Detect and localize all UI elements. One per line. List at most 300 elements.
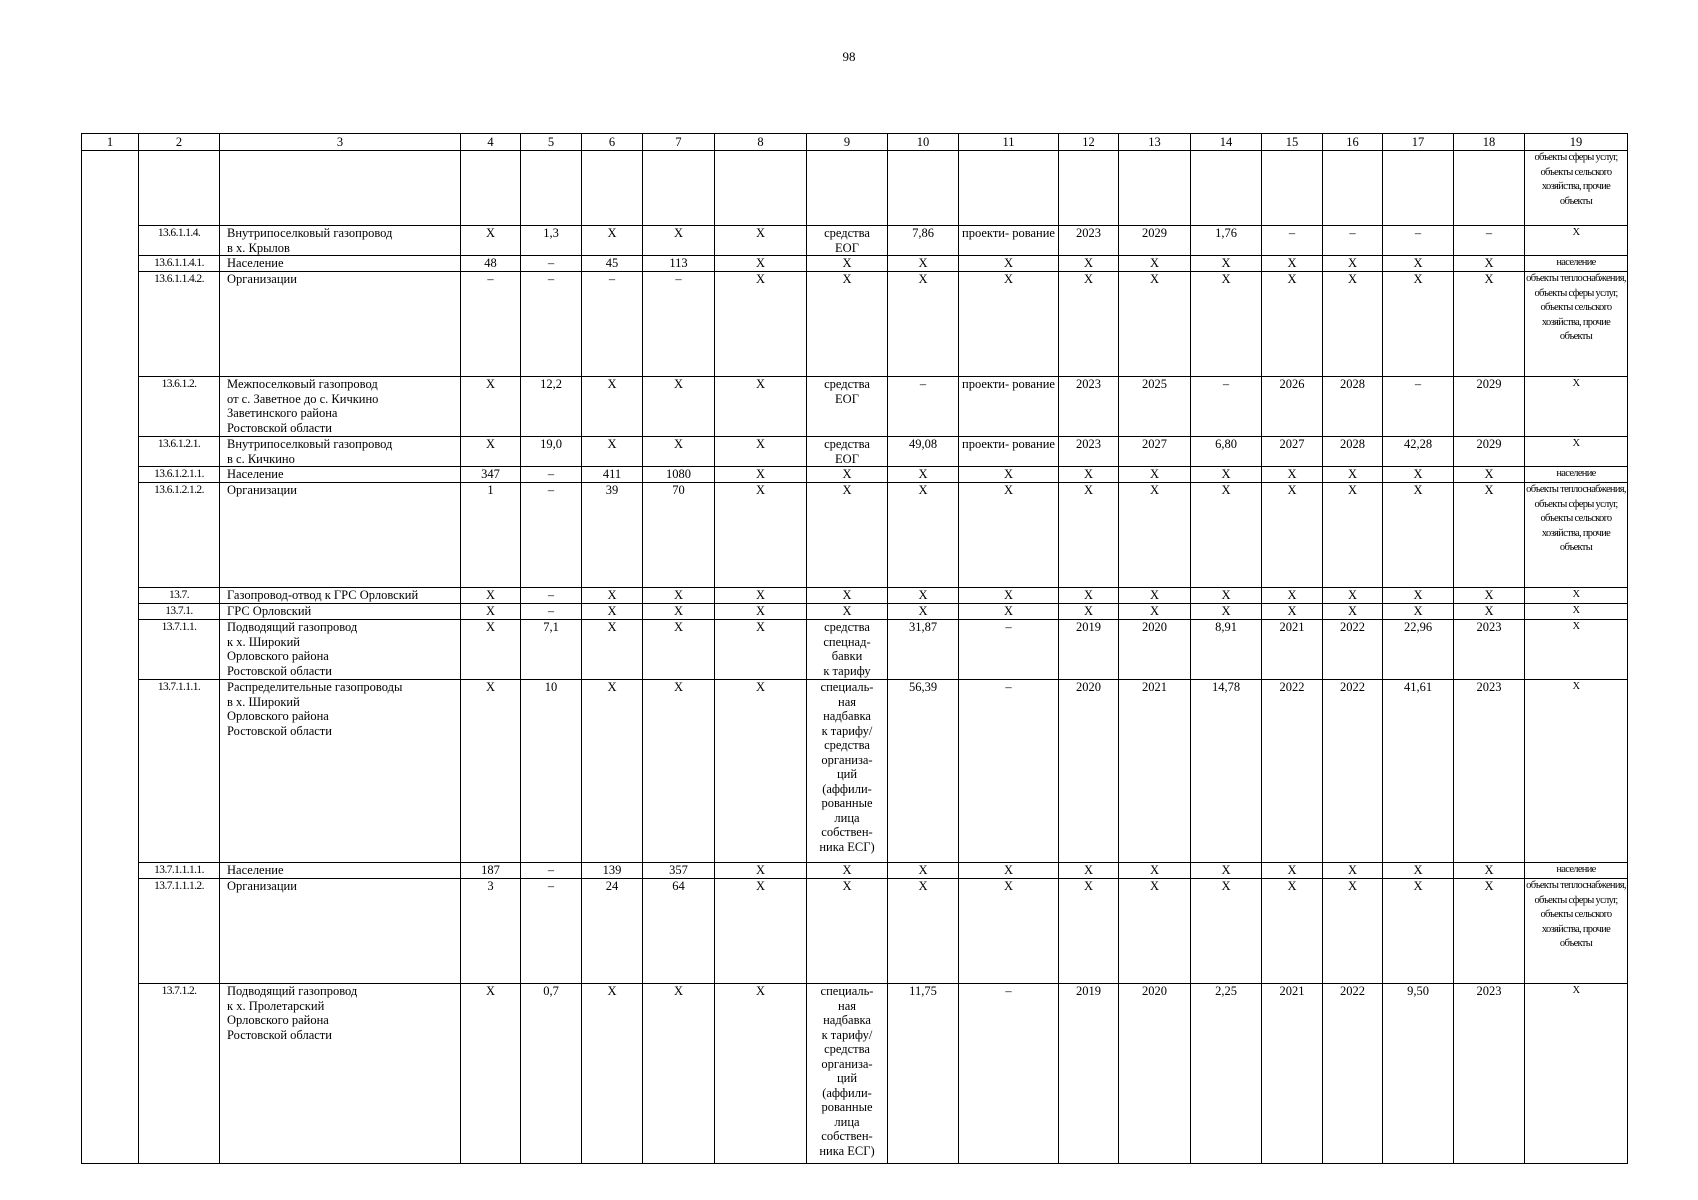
value-cell-c18: Х	[1454, 483, 1525, 588]
object-name-cell: Подводящий газопровод к х. Широкий Орловского района Ростовской области	[220, 620, 461, 680]
value-cell-c16: Х	[1323, 879, 1383, 984]
value-cell-c8: Х	[715, 863, 807, 879]
main-table	[81, 133, 1628, 1164]
value-cell-c5: –	[521, 467, 582, 483]
column-number-12: 12	[1059, 134, 1119, 151]
value-cell-c18: 2029	[1454, 437, 1525, 467]
consumers-cell: Х	[1525, 604, 1628, 620]
column-number-17: 17	[1383, 134, 1454, 151]
table-row	[82, 984, 1628, 1164]
value-cell-c14: Х	[1191, 863, 1262, 879]
funding-source-cell: Х	[807, 467, 888, 483]
value-cell-c7: 1080	[643, 467, 715, 483]
value-cell-c4: Х	[461, 588, 521, 604]
value-cell-c13: Х	[1119, 879, 1191, 984]
value-cell-c18: 2023	[1454, 680, 1525, 863]
funding-source-cell: средства ЕОГ	[807, 437, 888, 467]
value-cell-c17: Х	[1383, 272, 1454, 377]
value-cell-c17: 9,50	[1383, 984, 1454, 1164]
object-name-cell: Население	[220, 256, 461, 272]
value-cell-c7: Х	[643, 680, 715, 863]
value-cell-c14: Х	[1191, 483, 1262, 588]
value-cell-c14: 6,80	[1191, 437, 1262, 467]
value-cell-c7: 357	[643, 863, 715, 879]
value-cell-c11: Х	[959, 272, 1059, 377]
consumers-cell: Х	[1525, 437, 1628, 467]
value-cell-c14: Х	[1191, 604, 1262, 620]
value-cell-c6: Х	[582, 377, 643, 437]
column-number-8: 8	[715, 134, 807, 151]
column-number-1: 1	[82, 134, 139, 151]
value-cell-c15: 2022	[1262, 680, 1323, 863]
value-cell-c8	[715, 151, 807, 226]
value-cell-c11: –	[959, 984, 1059, 1164]
column-number-9: 9	[807, 134, 888, 151]
value-cell-c16: Х	[1323, 467, 1383, 483]
value-cell-c8: Х	[715, 588, 807, 604]
object-name-cell: Организации	[220, 483, 461, 588]
value-cell-c14: Х	[1191, 467, 1262, 483]
value-cell-c7: 64	[643, 879, 715, 984]
value-cell-c13: 2025	[1119, 377, 1191, 437]
value-cell-c7: Х	[643, 588, 715, 604]
value-cell-c8: Х	[715, 272, 807, 377]
value-cell-c11: Х	[959, 863, 1059, 879]
value-cell-c10: Х	[888, 483, 959, 588]
value-cell-c12: Х	[1059, 256, 1119, 272]
value-cell-c15: 2021	[1262, 620, 1323, 680]
value-cell-c15: Х	[1262, 879, 1323, 984]
value-cell-c18: Х	[1454, 863, 1525, 879]
object-name-cell: ГРС Орловский	[220, 604, 461, 620]
table-row	[82, 151, 1628, 226]
row-number-cell: 13.7.1.1.1.	[139, 680, 220, 863]
value-cell-c6: –	[582, 272, 643, 377]
funding-source-cell: Х	[807, 256, 888, 272]
value-cell-c8: Х	[715, 377, 807, 437]
value-cell-c17: –	[1383, 226, 1454, 256]
value-cell-c5	[521, 151, 582, 226]
table-row	[82, 588, 1628, 604]
value-cell-c14: Х	[1191, 588, 1262, 604]
table-row	[82, 483, 1628, 588]
value-cell-c16: –	[1323, 226, 1383, 256]
value-cell-c16: Х	[1323, 604, 1383, 620]
value-cell-c11: проекти- рование	[959, 226, 1059, 256]
table-row	[82, 620, 1628, 680]
value-cell-c17: 42,28	[1383, 437, 1454, 467]
column-number-11: 11	[959, 134, 1059, 151]
value-cell-c18: Х	[1454, 272, 1525, 377]
value-cell-c10: Х	[888, 467, 959, 483]
value-cell-c13: Х	[1119, 863, 1191, 879]
value-cell-c16: Х	[1323, 588, 1383, 604]
value-cell-c11: проекти- рование	[959, 437, 1059, 467]
value-cell-c12: Х	[1059, 879, 1119, 984]
value-cell-c10: 11,75	[888, 984, 959, 1164]
value-cell-c17: Х	[1383, 604, 1454, 620]
value-cell-c6: Х	[582, 588, 643, 604]
table-row	[82, 226, 1628, 256]
value-cell-c5: 1,3	[521, 226, 582, 256]
value-cell-c12: Х	[1059, 588, 1119, 604]
value-cell-c12: Х	[1059, 483, 1119, 588]
value-cell-c10: 31,87	[888, 620, 959, 680]
table-row	[82, 377, 1628, 437]
value-cell-c11: проекти- рование	[959, 377, 1059, 437]
value-cell-c13: 2027	[1119, 437, 1191, 467]
object-name-cell: Население	[220, 863, 461, 879]
value-cell-c12: 2023	[1059, 437, 1119, 467]
value-cell-c4: Х	[461, 604, 521, 620]
page-number: 98	[842, 49, 856, 64]
value-cell-c8: Х	[715, 984, 807, 1164]
value-cell-c11: –	[959, 620, 1059, 680]
column-1-cell	[82, 151, 139, 1164]
object-name-cell: Подводящий газопровод к х. Пролетарский Орловского района Ростовской области	[220, 984, 461, 1164]
value-cell-c13: Х	[1119, 272, 1191, 377]
value-cell-c10: Х	[888, 604, 959, 620]
value-cell-c11	[959, 151, 1059, 226]
value-cell-c8: Х	[715, 256, 807, 272]
value-cell-c13: 2021	[1119, 680, 1191, 863]
object-name-cell: Межпоселковый газопровод от с. Заветное до с. Кичкино Заветинского района Ростовской области	[220, 377, 461, 437]
value-cell-c5: 0,7	[521, 984, 582, 1164]
value-cell-c18: 2023	[1454, 620, 1525, 680]
value-cell-c6: Х	[582, 620, 643, 680]
value-cell-c7: Х	[643, 377, 715, 437]
value-cell-c11: Х	[959, 588, 1059, 604]
value-cell-c12: Х	[1059, 272, 1119, 377]
value-cell-c16	[1323, 151, 1383, 226]
value-cell-c12: 2019	[1059, 620, 1119, 680]
value-cell-c14: 8,91	[1191, 620, 1262, 680]
column-number-6: 6	[582, 134, 643, 151]
value-cell-c15: Х	[1262, 256, 1323, 272]
value-cell-c17	[1383, 151, 1454, 226]
value-cell-c6: Х	[582, 437, 643, 467]
funding-source-cell: Х	[807, 604, 888, 620]
value-cell-c15: Х	[1262, 863, 1323, 879]
value-cell-c12: 2023	[1059, 377, 1119, 437]
value-cell-c4: Х	[461, 680, 521, 863]
object-name-cell: Внутрипоселковый газопровод в х. Крылов	[220, 226, 461, 256]
row-number-cell: 13.7.1.1.1.2.	[139, 879, 220, 984]
consumers-cell: объекты сферы услуг, объекты сельского хозяйства, прочие объекты	[1525, 151, 1628, 226]
value-cell-c6: 45	[582, 256, 643, 272]
value-cell-c10: Х	[888, 272, 959, 377]
value-cell-c11: –	[959, 680, 1059, 863]
funding-source-cell: средства спецнад- бавки к тарифу	[807, 620, 888, 680]
object-name-cell: Распределительные газопроводы в х. Широкий Орловского района Ростовской области	[220, 680, 461, 863]
value-cell-c18: –	[1454, 226, 1525, 256]
row-number-cell: 13.6.1.1.4.1.	[139, 256, 220, 272]
value-cell-c15: 2027	[1262, 437, 1323, 467]
table-row	[82, 467, 1628, 483]
value-cell-c6: Х	[582, 680, 643, 863]
value-cell-c4: 3	[461, 879, 521, 984]
value-cell-c8: Х	[715, 437, 807, 467]
value-cell-c8: Х	[715, 620, 807, 680]
value-cell-c17: Х	[1383, 467, 1454, 483]
value-cell-c6: 24	[582, 879, 643, 984]
value-cell-c18: Х	[1454, 604, 1525, 620]
value-cell-c4: Х	[461, 437, 521, 467]
column-number-4: 4	[461, 134, 521, 151]
value-cell-c5: –	[521, 863, 582, 879]
value-cell-c5: –	[521, 879, 582, 984]
consumers-cell: население	[1525, 256, 1628, 272]
value-cell-c8: Х	[715, 226, 807, 256]
funding-source-cell: средства ЕОГ	[807, 377, 888, 437]
funding-source-cell: Х	[807, 588, 888, 604]
row-number-cell: 13.7.	[139, 588, 220, 604]
value-cell-c4: Х	[461, 377, 521, 437]
column-number-10: 10	[888, 134, 959, 151]
row-number-cell: 13.6.1.2.1.2.	[139, 483, 220, 588]
value-cell-c13: 2020	[1119, 620, 1191, 680]
value-cell-c12: 2019	[1059, 984, 1119, 1164]
value-cell-c14	[1191, 151, 1262, 226]
value-cell-c10: –	[888, 377, 959, 437]
object-name-cell: Организации	[220, 272, 461, 377]
funding-source-cell: Х	[807, 879, 888, 984]
column-number-7: 7	[643, 134, 715, 151]
value-cell-c12	[1059, 151, 1119, 226]
funding-source-cell	[807, 151, 888, 226]
value-cell-c15: Х	[1262, 272, 1323, 377]
column-number-15: 15	[1262, 134, 1323, 151]
value-cell-c13: Х	[1119, 604, 1191, 620]
row-number-cell: 13.7.1.1.	[139, 620, 220, 680]
value-cell-c11: Х	[959, 467, 1059, 483]
value-cell-c15: Х	[1262, 467, 1323, 483]
value-cell-c11: Х	[959, 256, 1059, 272]
consumers-cell: Х	[1525, 620, 1628, 680]
value-cell-c16: 2028	[1323, 377, 1383, 437]
row-number-cell: 13.6.1.2.1.1.	[139, 467, 220, 483]
consumers-cell: Х	[1525, 226, 1628, 256]
value-cell-c14: 2,25	[1191, 984, 1262, 1164]
funding-source-cell: Х	[807, 272, 888, 377]
funding-source-cell: Х	[807, 863, 888, 879]
value-cell-c14: 1,76	[1191, 226, 1262, 256]
value-cell-c18: Х	[1454, 588, 1525, 604]
value-cell-c8: Х	[715, 879, 807, 984]
value-cell-c16: Х	[1323, 272, 1383, 377]
consumers-cell: Х	[1525, 984, 1628, 1164]
value-cell-c12: Х	[1059, 467, 1119, 483]
value-cell-c13	[1119, 151, 1191, 226]
value-cell-c7: –	[643, 272, 715, 377]
value-cell-c12: 2023	[1059, 226, 1119, 256]
value-cell-c10: Х	[888, 588, 959, 604]
row-number-cell: 13.6.1.1.4.2.	[139, 272, 220, 377]
value-cell-c12: Х	[1059, 863, 1119, 879]
object-name-cell: Газопровод-отвод к ГРС Орловский	[220, 588, 461, 604]
value-cell-c16: Х	[1323, 256, 1383, 272]
table-row	[82, 879, 1628, 984]
table-row	[82, 437, 1628, 467]
value-cell-c14: –	[1191, 377, 1262, 437]
value-cell-c6: 39	[582, 483, 643, 588]
value-cell-c6: Х	[582, 604, 643, 620]
row-number-cell: 13.6.1.1.4.	[139, 226, 220, 256]
value-cell-c14: Х	[1191, 879, 1262, 984]
value-cell-c13: Х	[1119, 467, 1191, 483]
funding-source-cell: специаль- ная надбавка к тарифу/ средства организа- ций (аффили- рованные лица собствен- ника ЕСГ)	[807, 984, 888, 1164]
value-cell-c7: Х	[643, 226, 715, 256]
consumers-cell: Х	[1525, 588, 1628, 604]
value-cell-c5: 7,1	[521, 620, 582, 680]
value-cell-c17: 41,61	[1383, 680, 1454, 863]
value-cell-c4	[461, 151, 521, 226]
value-cell-c10: 7,86	[888, 226, 959, 256]
value-cell-c11: Х	[959, 879, 1059, 984]
value-cell-c7: Х	[643, 604, 715, 620]
consumers-cell: объекты теплоснабжения, объекты сферы услуг, объекты сельского хозяйства, прочие объекты	[1525, 272, 1628, 377]
value-cell-c16: Х	[1323, 483, 1383, 588]
row-number-cell: 13.7.1.2.	[139, 984, 220, 1164]
row-number-cell: 13.6.1.2.1.	[139, 437, 220, 467]
value-cell-c13: 2029	[1119, 226, 1191, 256]
row-number-cell: 13.7.1.	[139, 604, 220, 620]
consumers-cell: население	[1525, 467, 1628, 483]
value-cell-c7: 113	[643, 256, 715, 272]
value-cell-c16: 2022	[1323, 680, 1383, 863]
funding-source-cell: Х	[807, 483, 888, 588]
value-cell-c12: Х	[1059, 604, 1119, 620]
consumers-cell: Х	[1525, 680, 1628, 863]
value-cell-c6: Х	[582, 984, 643, 1164]
value-cell-c4: 48	[461, 256, 521, 272]
value-cell-c17: Х	[1383, 863, 1454, 879]
value-cell-c11: Х	[959, 483, 1059, 588]
value-cell-c18	[1454, 151, 1525, 226]
row-number-cell	[139, 151, 220, 226]
value-cell-c18: 2023	[1454, 984, 1525, 1164]
object-name-cell: Население	[220, 467, 461, 483]
value-cell-c12: 2020	[1059, 680, 1119, 863]
value-cell-c6: 411	[582, 467, 643, 483]
row-number-cell: 13.7.1.1.1.1.	[139, 863, 220, 879]
column-number-3: 3	[220, 134, 461, 151]
value-cell-c18: Х	[1454, 467, 1525, 483]
value-cell-c11: Х	[959, 604, 1059, 620]
value-cell-c8: Х	[715, 467, 807, 483]
funding-source-cell: специаль- ная надбавка к тарифу/ средства организа- ций (аффили- рованные лица собствен- ника ЕСГ)	[807, 680, 888, 863]
value-cell-c15: –	[1262, 226, 1323, 256]
value-cell-c15: 2021	[1262, 984, 1323, 1164]
column-number-13: 13	[1119, 134, 1191, 151]
funding-source-cell: средства ЕОГ	[807, 226, 888, 256]
value-cell-c16: 2022	[1323, 984, 1383, 1164]
value-cell-c5: –	[521, 604, 582, 620]
value-cell-c8: Х	[715, 483, 807, 588]
value-cell-c7: Х	[643, 620, 715, 680]
value-cell-c7	[643, 151, 715, 226]
value-cell-c15	[1262, 151, 1323, 226]
column-number-2: 2	[139, 134, 220, 151]
row-number-cell: 13.6.1.2.	[139, 377, 220, 437]
value-cell-c14: Х	[1191, 272, 1262, 377]
value-cell-c7: Х	[643, 984, 715, 1164]
value-cell-c18: Х	[1454, 256, 1525, 272]
value-cell-c17: 22,96	[1383, 620, 1454, 680]
value-cell-c4: –	[461, 272, 521, 377]
column-number-19: 19	[1525, 134, 1628, 151]
column-number-14: 14	[1191, 134, 1262, 151]
value-cell-c4: 347	[461, 467, 521, 483]
value-cell-c5: –	[521, 272, 582, 377]
object-name-cell: Внутрипоселковый газопровод в с. Кичкино	[220, 437, 461, 467]
consumers-cell: Х	[1525, 377, 1628, 437]
object-name-cell	[220, 151, 461, 226]
value-cell-c10: Х	[888, 256, 959, 272]
column-number-16: 16	[1323, 134, 1383, 151]
value-cell-c8: Х	[715, 604, 807, 620]
table-row	[82, 680, 1628, 863]
header-row	[82, 134, 1628, 151]
value-cell-c13: Х	[1119, 588, 1191, 604]
table-row	[82, 604, 1628, 620]
value-cell-c10: 56,39	[888, 680, 959, 863]
value-cell-c14: Х	[1191, 256, 1262, 272]
value-cell-c7: 70	[643, 483, 715, 588]
value-cell-c5: 19,0	[521, 437, 582, 467]
value-cell-c5: 10	[521, 680, 582, 863]
value-cell-c10: Х	[888, 863, 959, 879]
value-cell-c5: –	[521, 256, 582, 272]
value-cell-c4: Х	[461, 226, 521, 256]
value-cell-c16: 2028	[1323, 437, 1383, 467]
value-cell-c15: 2026	[1262, 377, 1323, 437]
value-cell-c5: 12,2	[521, 377, 582, 437]
value-cell-c6: 139	[582, 863, 643, 879]
value-cell-c14: 14,78	[1191, 680, 1262, 863]
value-cell-c4: 1	[461, 483, 521, 588]
table-row	[82, 272, 1628, 377]
value-cell-c5: –	[521, 588, 582, 604]
value-cell-c15: Х	[1262, 483, 1323, 588]
value-cell-c13: Х	[1119, 256, 1191, 272]
column-number-18: 18	[1454, 134, 1525, 151]
value-cell-c10	[888, 151, 959, 226]
value-cell-c16: Х	[1323, 863, 1383, 879]
value-cell-c4: 187	[461, 863, 521, 879]
value-cell-c17: –	[1383, 377, 1454, 437]
table-row	[82, 863, 1628, 879]
consumers-cell: объекты теплоснабжения, объекты сферы услуг, объекты сельского хозяйства, прочие объекты	[1525, 483, 1628, 588]
value-cell-c5: –	[521, 483, 582, 588]
value-cell-c6	[582, 151, 643, 226]
value-cell-c8: Х	[715, 680, 807, 863]
value-cell-c18: 2029	[1454, 377, 1525, 437]
object-name-cell: Организации	[220, 879, 461, 984]
consumers-cell: население	[1525, 863, 1628, 879]
value-cell-c7: Х	[643, 437, 715, 467]
value-cell-c4: Х	[461, 984, 521, 1164]
value-cell-c6: Х	[582, 226, 643, 256]
column-number-5: 5	[521, 134, 582, 151]
value-cell-c16: 2022	[1323, 620, 1383, 680]
value-cell-c15: Х	[1262, 604, 1323, 620]
value-cell-c13: Х	[1119, 483, 1191, 588]
value-cell-c17: Х	[1383, 879, 1454, 984]
value-cell-c10: Х	[888, 879, 959, 984]
value-cell-c10: 49,08	[888, 437, 959, 467]
value-cell-c4: Х	[461, 620, 521, 680]
